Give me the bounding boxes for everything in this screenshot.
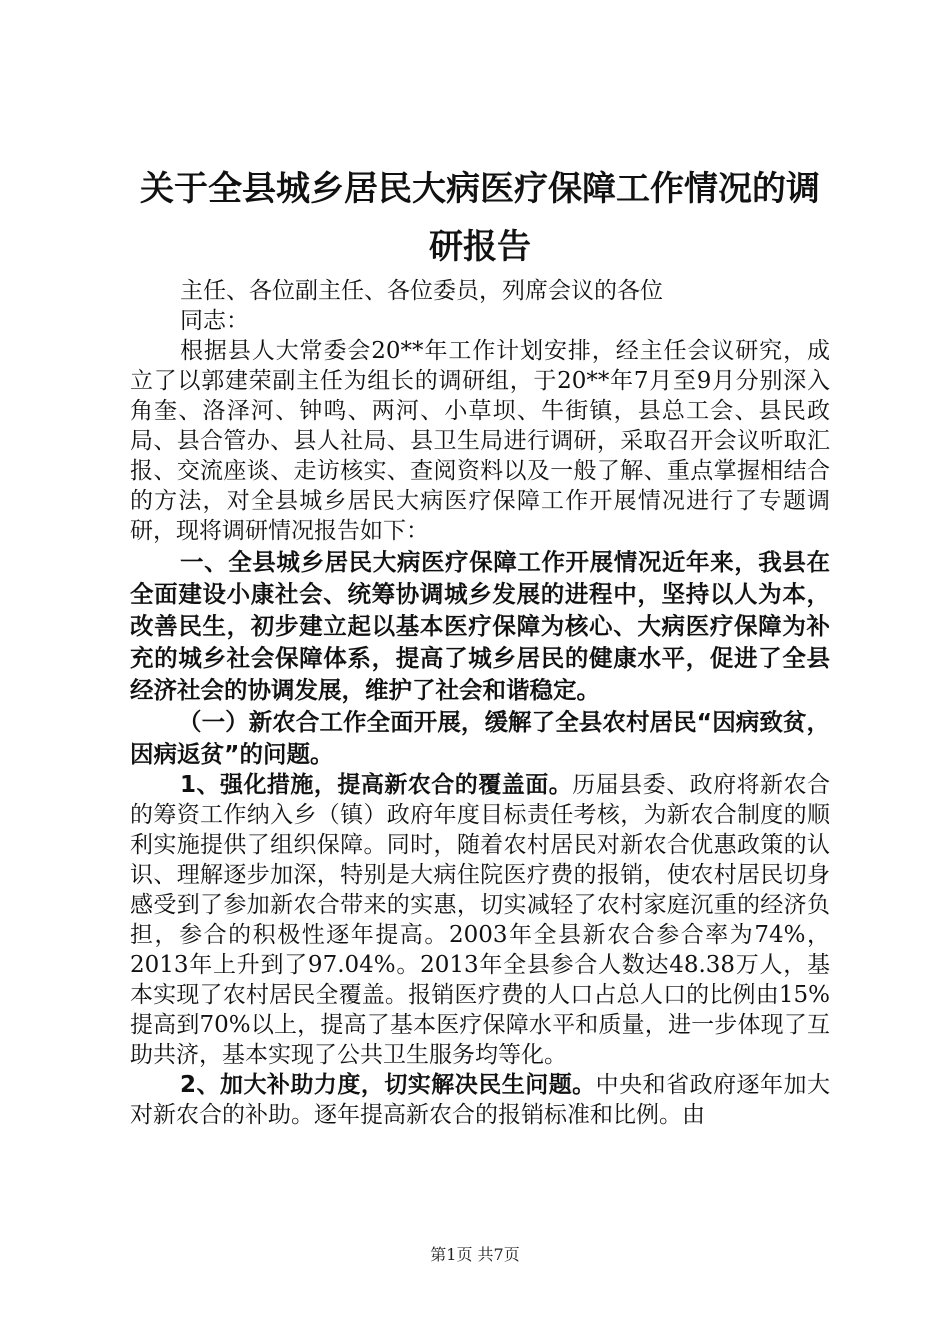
document-title bbox=[124, 160, 836, 276]
intro-paragraph: 根据县人大常委会20**年工作计划安排，经主任会议研究，成立了以郭建荣副主任为组长的调研组，于20**年7月至9月分别深入角奎、洛泽河、钟鸣、两河、小草坝、牛街镇，县总工会、县民政局、县合管办、县人社局、县卫生局进行调研，采取召开会议听取汇报、交流座谈、走访核实、查阅资料以及一般了解、重点掌握相结合的方法，对全县城乡居民大病医疗保障工作开展情况进行了专题调研，现将调研情况报告如下： bbox=[130, 338, 830, 544]
salutation-line-2: 同志： bbox=[180, 308, 249, 334]
document-body bbox=[130, 160, 830, 1130]
title-line-2: 研报告 bbox=[429, 227, 531, 267]
item-1-body: 历届县委、政府将新农合的筹资工作纳入乡（镇）政府年度目标责任考核，为新农合制度的顺利实施提供了组织保障。同时，随着农村居民对新农合优惠政策的认识、理解逐步加深，特别是大病住院医疗费的报销，使农村居民切身感受到了参加新农合带来的实惠，切实减轻了农村家庭沉重的经济负担，参合的积极性逐年提高。2003年全县新农合参合率为74%，2013年上升到了97.04%。2013年全县参合人数达48.38万人，基本实现了农村居民全覆盖。报销医疗费的人口占总人口的比例由15%提高到70%以上，提高了基本医疗保障水平和质量，进一步体现了互助共济，基本实现了公共卫生服务均等化。 bbox=[130, 772, 830, 1068]
item-1-lead: 1、强化措施，提高新农合的覆盖面。 bbox=[180, 772, 573, 798]
salutation-line-1: 主任、各位副主任、各位委员，列席会议的各位 bbox=[180, 278, 663, 304]
section-heading-1: 一、全县城乡居民大病医疗保障工作开展情况近年来，我县在全面建设小康社会、统筹协调城乡发展的进程中，坚持以人为本，改善民生，初步建立起以基本医疗保障为核心、大病医疗保障为补充的城乡社会保障体系，提高了城乡居民的健康水平，促进了全县经济社会的协调发展，维护了社会和谐稳定。 bbox=[130, 548, 830, 704]
subsection-heading-1: （一）新农合工作全面开展，缓解了全县农村居民“因病致贫，因病返贫”的问题。 bbox=[130, 708, 830, 768]
item-2-paragraph bbox=[130, 1070, 830, 1130]
page-footer: 第1页 共7页 bbox=[430, 1245, 520, 1264]
item-2-lead: 2、加大补助力度，切实解决民生问题。 bbox=[180, 1072, 596, 1098]
title-line-1: 关于全县城乡居民大病医疗保障工作情况的调 bbox=[140, 169, 820, 209]
item-1-paragraph bbox=[130, 770, 830, 1070]
item-2-body: 中央和省政府逐年加大对新农合的补助。逐年提高新农合的报销标准和比例。由 bbox=[130, 1072, 831, 1128]
